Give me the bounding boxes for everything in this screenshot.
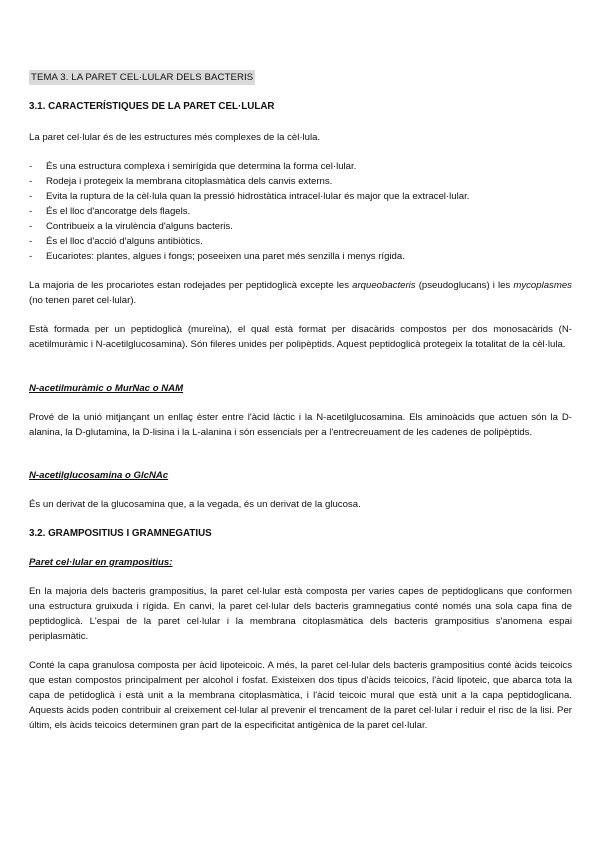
list-item: - Rodeja i protegeix la membrana citoplasmàtica dels canvis externs. <box>29 174 572 189</box>
emphasis-term: mycoplasmes <box>513 280 572 291</box>
subheading-text: N-acetilglucosamina o GlcNAc <box>29 470 169 481</box>
peptidoglica-paragraph: Està formada per un peptidoglicà (mureïna), el qual està format per disacàrids compostos per dos monosacàrids (N-acetilmuràmic i N-acetilglucosamina). Són fileres unides per polipèptids. Aquest peptidoglicà protegeix la totalitat de la cèl·lula. <box>29 324 572 350</box>
document-header <box>29 70 572 85</box>
subheading-grampositius <box>29 555 572 570</box>
paragraph-text: (no tenen paret cel·lular). <box>29 295 137 306</box>
emphasis-term: arqueobacteris <box>352 280 416 291</box>
list-item: - És el lloc d'ancoratge dels flagels. <box>29 204 572 219</box>
subheading-text: N-acetilmuràmic o MurNac o NAM <box>29 383 184 394</box>
list-item: - Evita la ruptura de la cèl·lula quan la pressió hidrostàtica intracel·lular és major que la extracel·lular. <box>29 189 572 204</box>
nam-paragraph: Prové de la unió mitjançant un enllaç èster entre l'àcid làctic i la N-acetilglucosamina. Els aminoàcids que actuen són la D-alanina, la D-glutamina, la D-lisina i la L-alanina i són essencials per a l'entrecreuament de les cadenes de polipèptids. <box>29 412 572 438</box>
teicoics-paragraph: Conté la capa granulosa composta per àcid lipoteicoic. A més, la paret cel·lular dels bacteris grampositius conté àcids teicoics que estan compostos principalment per alcohol i fosfat. Existeixen dos tipus d'àcids teicoics, l'àcid lipoteic, que abarca tota la capa de petidoglicà i està unit a la membrana citoplasmàtica, i l'àcid teicoic mural que està unit a la capa peptidoglicana. Aquests àcids poden contribuir al creixement cel·lular al prevenir el trencament de la paret cel·lular i reduir el risc de la lisi. Per últim, els àcids teicoics determinen gran part de la especificitat antigènica de la paret cel·lular. <box>29 660 572 731</box>
grampositius-paragraph: En la majoria dels bacteris grampositius, la paret cel·lular està composta per varies capes de peptidoglicans que conformen una estructura gruixuda i rígida. En canvi, la paret cel·lular dels bacteris gramnegatius conté només una sola capa fina de peptidoglicà. L'espai de la paret cel·lular i la membrana citoplasmàtica dels bacteris grampositius s'anomena espai periplasmàtic. <box>29 586 572 642</box>
subheading-text: Paret cel·lular en grampositius: <box>29 557 173 568</box>
section-heading-3-1: 3.1. CARACTERÍSTIQUES DE LA PARET CEL·LULAR <box>29 101 275 112</box>
characteristics-list <box>29 159 572 264</box>
list-item: - Contribueix a la virulència d'alguns bacteris. <box>29 219 572 234</box>
list-item: - És el lloc d'acció d'alguns antibiòtics. <box>29 234 572 249</box>
procariotes-paragraph <box>29 278 572 308</box>
paragraph-text: (pseudoglucans) i les <box>415 280 514 291</box>
subheading-nam <box>29 381 572 396</box>
subheading-glcnac <box>29 468 572 483</box>
paragraph-text: La majoria de les procariotes estan rodejades per peptidoglicà excepte les <box>29 280 353 291</box>
glcnac-paragraph: És un derivat de la glucosamina que, a la vegada, és un derivat de la glucosa. <box>29 499 361 510</box>
section-heading-3-2: 3.2. GRAMPOSITIUS I GRAMNEGATIUS <box>29 528 212 539</box>
list-item: - Eucariotes: plantes, algues i fongs; poseeixen una paret més senzilla i menys rígida. <box>29 249 572 264</box>
list-item: - És una estructura complexa i semirígida que determina la forma cel·lular. <box>29 159 572 174</box>
chapter-title: TEMA 3. LA PARET CEL·LULAR DELS BACTERIS <box>31 72 254 83</box>
intro-paragraph: La paret cel·lular és de les estructures més complexes de la cèl·lula. <box>29 132 321 143</box>
